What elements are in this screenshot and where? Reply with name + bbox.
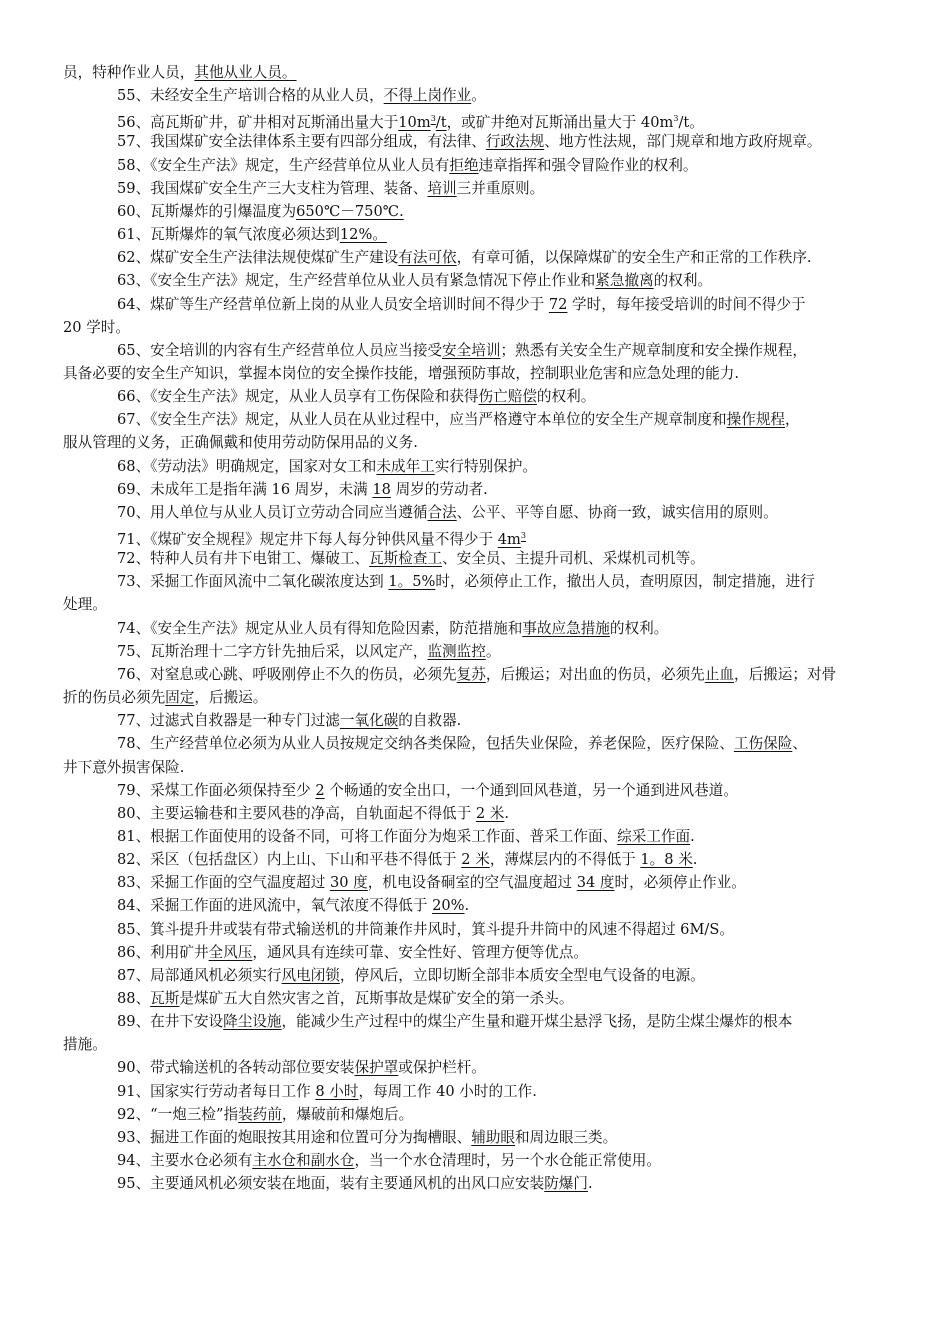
text-line <box>0 1150 950 1172</box>
text-line <box>0 178 950 200</box>
text-line <box>0 1011 950 1033</box>
underlined-answer: 3 <box>520 531 526 540</box>
underlined-answer: 止血 <box>704 665 734 683</box>
underlined-answer: /t <box>435 114 447 132</box>
text-segment: 79、采煤工作面必须保持至少 <box>117 781 316 799</box>
text-segment: 学时，每年接受培训的时间不得少于 <box>567 295 806 313</box>
text-line <box>0 942 950 964</box>
text-segment: 折的伤员必须先 <box>63 689 166 707</box>
text-segment: 87、局部通风机必须实行 <box>117 966 282 984</box>
text-line <box>0 363 950 385</box>
underlined-answer: 工伤保险 <box>733 735 793 753</box>
underlined-answer: 伤亡赔偿 <box>478 388 537 406</box>
text-line <box>0 664 950 686</box>
text-segment: 的权利。 <box>536 388 596 406</box>
text-segment: 88、 <box>117 990 151 1007</box>
text-segment: 73、采掘工作面风流中二氧化碳浓度达到 <box>117 573 389 591</box>
underlined-answer: 辅助眼 <box>471 1128 516 1146</box>
underlined-answer: 事故应急措施 <box>522 619 610 637</box>
text-segment: /t。 <box>678 114 704 132</box>
text-line <box>0 224 950 246</box>
underlined-answer: 装药前 <box>238 1105 282 1123</box>
text-segment: 71、《煤矿安全规程》规定井下每人每分钟供风量不得少于 <box>117 531 498 548</box>
text-line <box>0 456 950 478</box>
text-line <box>0 988 950 1010</box>
underlined-answer: 8 小时 <box>315 1082 359 1100</box>
underlined-answer: 拒绝 <box>449 156 479 174</box>
underlined-answer: 风电闭锁 <box>281 966 340 984</box>
text-segment: 81、根据工作面使用的设备不同，可将工作面分为炮采工作面、普采工作面、 <box>117 827 618 845</box>
text-segment: 。 <box>471 87 486 105</box>
text-line <box>0 571 950 593</box>
underlined-answer: 1。5% <box>388 573 436 591</box>
text-line <box>0 687 950 709</box>
text-segment: 75、瓦斯治理十二字方针先抽后采，以风定产， <box>117 642 428 660</box>
underlined-answer: 12%。 <box>339 226 387 244</box>
underlined-answer: 综采工作面 <box>617 827 691 845</box>
text-segment: . <box>504 804 510 822</box>
text-line <box>0 826 950 848</box>
underlined-answer: 72 <box>548 295 568 313</box>
underlined-answer: 30 度 <box>329 874 368 892</box>
text-segment: 76、对窒息或心跳、呼吸刚停止不久的伤员，必须先 <box>117 665 457 683</box>
text-line <box>0 270 950 292</box>
underlined-answer: 全风压 <box>208 943 253 961</box>
text-segment: ，有章可循，以保障煤矿的安全生产和正常的工作秩序. <box>456 249 812 267</box>
text-segment: 、安全员、主提升司机、采煤机司机等。 <box>442 550 705 568</box>
text-segment: 72、特种人员有井下电钳工、爆破工、 <box>117 550 370 568</box>
underlined-answer: 瓦斯 <box>150 990 180 1007</box>
text-segment: ，后搬运；对骨 <box>733 665 837 683</box>
text-segment: 62、煤矿安全生产法律法规使煤矿生产建设 <box>117 249 399 267</box>
underlined-answer: 操作规程 <box>726 411 786 429</box>
underlined-answer: 行政法规 <box>485 133 545 151</box>
text-line <box>0 432 950 454</box>
text-segment: 的自救器. <box>398 712 462 730</box>
underlined-answer: 固定 <box>165 689 195 707</box>
text-segment: 20 学时。 <box>63 318 130 336</box>
underlined-answer: 保护罩 <box>354 1059 399 1077</box>
text-segment: ；熟悉有关安全生产规章制度和安全操作规程， <box>500 341 807 359</box>
text-segment: 65、安全培训的内容有生产经营单位人员应当接受 <box>117 341 443 359</box>
underlined-answer: 10m <box>398 114 431 132</box>
text-line <box>0 641 950 663</box>
text-segment: . <box>692 851 698 869</box>
text-segment: 三并重原则。 <box>456 179 545 197</box>
text-segment: ，停风后，立即切断全部非本质安全型电气设备的电源。 <box>339 966 705 984</box>
text-segment: . <box>464 897 470 915</box>
underlined-answer: 3 <box>430 114 436 124</box>
text-segment: ，薄煤层内的不得低于 <box>489 851 641 869</box>
text-segment: ，后搬运；对出血的伤员，必须先 <box>485 665 705 683</box>
text-segment: 86、利用矿井 <box>117 943 209 961</box>
text-segment: 91、国家实行劳动者每日工作 <box>117 1082 316 1100</box>
text-line <box>0 919 950 941</box>
text-segment: 85、箕斗提升井或装有带式输送机的井筒兼作井风时，箕斗提升井筒中的风速不得超过 6M/S。 <box>117 920 734 938</box>
text-segment: 60、瓦斯爆炸的引爆温度为 <box>117 202 297 220</box>
text-line <box>0 1081 950 1103</box>
text-segment: 或保护栏杆。 <box>398 1059 486 1077</box>
text-segment: 井下意外损害保险. <box>63 758 185 776</box>
underlined-answer: 安全培训 <box>442 341 501 359</box>
text-segment: 95、主要通风机必须安装在地面，装有主要通风机的出风口应安装 <box>117 1175 545 1193</box>
text-segment: 66、《安全生产法》规定，从业人员享有工伤保险和获得 <box>117 388 479 406</box>
underlined-answer: 20% <box>432 897 465 915</box>
underlined-answer: 650℃－750℃. <box>296 202 404 220</box>
text-segment: ，爆破前和爆炮后。 <box>281 1105 414 1123</box>
text-line <box>0 1127 950 1149</box>
text-segment: 时，必须停止作业。 <box>614 874 746 892</box>
text-segment: 服从管理的义务，正确佩戴和使用劳动防保用品的义务. <box>63 434 418 452</box>
text-line <box>0 409 950 431</box>
text-segment: 、公平、平等自愿、协商一致，诚实信用的原则。 <box>456 503 778 521</box>
text-segment: 周岁的劳动者. <box>390 480 488 498</box>
underlined-answer: 34 度 <box>576 874 615 892</box>
text-line <box>0 757 950 779</box>
text-segment: 57、我国煤矿安全法律体系主要有四部分组成，有法律、 <box>117 133 486 151</box>
text-line <box>0 733 950 755</box>
text-segment: 措施。 <box>63 1036 107 1054</box>
text-segment: 实行特别保护。 <box>434 457 537 475</box>
text-segment: 69、未成年工是指年满 16 周岁，未满 <box>117 480 373 498</box>
text-line <box>0 965 950 987</box>
text-segment: 员，特种作业人员， <box>63 64 195 81</box>
text-line <box>0 502 950 524</box>
text-segment: 78、生产经营单位必须为从业人员按规定交纳各类保险，包括失业保险，养老保险，医疗保险、 <box>117 735 734 753</box>
underlined-answer: 降尘设施 <box>223 1013 282 1031</box>
text-line <box>0 62 950 84</box>
text-line <box>0 386 950 408</box>
text-segment: 93、掘进工作面的炮眼按其用途和位置可分为掏槽眼、 <box>117 1128 472 1146</box>
text-segment: . <box>690 827 695 845</box>
underlined-answer: 2 <box>315 781 325 799</box>
underlined-answer: 复苏 <box>456 665 486 683</box>
text-line <box>0 849 950 871</box>
text-segment: 61、瓦斯爆炸的氧气浓度必须达到 <box>117 226 340 244</box>
text-line <box>0 803 950 825</box>
text-segment: ，后搬运。 <box>194 689 268 707</box>
text-segment: 59、我国煤矿安全生产三大支柱为管理、装备、 <box>117 179 428 197</box>
text-line <box>0 479 950 501</box>
text-segment: 90、带式输送机的各转动部位要安装 <box>117 1059 355 1077</box>
text-segment: 92、“一炮三检”指 <box>117 1105 239 1123</box>
text-line <box>0 872 950 894</box>
text-line <box>0 294 950 316</box>
underlined-answer: 2 米 <box>475 804 505 822</box>
text-segment: 56、高瓦斯矿井，矿井相对瓦斯涌出量大于 <box>117 114 399 132</box>
underlined-answer: 未成年工 <box>376 457 435 475</box>
underlined-answer: 4m <box>497 531 521 548</box>
underlined-answer: 瓦斯检查工 <box>369 550 443 568</box>
underlined-answer: 一氧化碳 <box>339 712 399 730</box>
text-line <box>0 340 950 362</box>
text-line <box>0 155 950 177</box>
text-segment: 3 <box>673 114 679 124</box>
text-line <box>0 895 950 917</box>
underlined-answer: 不得上岗作业 <box>383 87 472 105</box>
underlined-answer: 监测监控 <box>427 642 486 660</box>
text-segment: 68、《劳动法》明确规定，国家对女工和 <box>117 457 377 475</box>
text-segment: ， <box>785 411 800 429</box>
underlined-answer: 防爆门 <box>544 1175 588 1193</box>
text-segment: 处理。 <box>63 596 107 614</box>
text-segment: 违章指挥和强令冒险作业的权利。 <box>478 156 698 174</box>
underlined-answer: 18 <box>372 480 391 498</box>
text-segment: 55、未经安全生产培训合格的从业人员， <box>117 87 384 105</box>
text-line <box>0 131 950 153</box>
text-line <box>0 1173 950 1195</box>
text-segment: 时，必须停止工作，撤出人员，查明原因，制定措施，进行 <box>435 573 815 591</box>
underlined-answer: 培训 <box>427 179 457 197</box>
text-segment: ，机电设备硐室的空气温度超过 <box>367 874 577 892</box>
text-line <box>0 618 950 640</box>
text-line <box>0 317 950 339</box>
text-segment: ，当一个水仓清理时，另一个水仓能正常使用。 <box>354 1152 661 1170</box>
underlined-answer: 合法 <box>427 503 457 521</box>
underlined-answer: 主水仓和副水仓 <box>252 1152 355 1170</box>
text-segment: 的权利。 <box>653 272 713 290</box>
text-segment: 的权利。 <box>609 619 669 637</box>
text-segment: 是煤矿五大自然灾害之首，瓦斯事故是煤矿安全的第一杀头。 <box>179 990 574 1007</box>
text-segment: 64、煤矿等生产经营单位新上岗的从业人员安全培训时间不得少于 <box>117 295 549 313</box>
text-segment: 和周边眼三类。 <box>515 1128 618 1146</box>
text-segment: 58、《安全生产法》规定，生产经营单位从业人员有 <box>117 156 450 174</box>
text-segment: 82、采区（包括盘区）内上山、下山和平巷不得低于 <box>117 851 462 869</box>
text-segment: 具备必要的安全生产知识，掌握本岗位的安全操作技能，增强预防事故，控制职业危害和应急处理的能力. <box>63 364 739 382</box>
text-segment: 83、采掘工作面的空气温度超过 <box>117 874 330 892</box>
underlined-answer: 有法可依 <box>398 249 457 267</box>
text-line <box>0 201 950 223</box>
text-segment: 67、《安全生产法》规定，从业人员在从业过程中，应当严格遵守本单位的安全生产规章制度和 <box>117 411 727 429</box>
underlined-answer: 紧急撤离 <box>595 272 654 290</box>
text-segment: 89、在井下安设 <box>117 1013 224 1031</box>
underlined-answer: 其他从业人员。 <box>194 64 297 81</box>
text-line <box>0 525 950 547</box>
text-segment: ，每周工作 40 小时的工作. <box>358 1082 537 1100</box>
text-segment: 84、采掘工作面的进风流中，氧气浓度不得低于 <box>117 897 433 915</box>
text-line <box>0 710 950 732</box>
text-line <box>0 1034 950 1056</box>
text-segment: 80、主要运输巷和主要风巷的净高，自轨面起不得低于 <box>117 804 476 822</box>
text-segment: 、地方性法规，部门规章和地方政府规章。 <box>544 133 822 151</box>
text-segment: 63、《安全生产法》规定，生产经营单位从业人员有紧急情况下停止作业和 <box>117 272 596 290</box>
underlined-answer: 2 米 <box>461 851 490 869</box>
text-line <box>0 108 950 130</box>
text-line <box>0 594 950 616</box>
text-segment: 。 <box>485 642 501 660</box>
text-line <box>0 1057 950 1079</box>
text-line <box>0 548 950 570</box>
text-segment: 、 <box>792 735 807 753</box>
text-segment: 77、过滤式自救器是一种专门过滤 <box>117 712 340 730</box>
text-segment: 个畅通的安全出口，一个通到回风巷道，另一个通到进风巷道。 <box>324 781 738 799</box>
text-segment: 74、《安全生产法》规定从业人员有得知危险因素，防范措施和 <box>117 619 523 637</box>
text-segment: 70、用人单位与从业人员订立劳动合同应当遵循 <box>117 503 428 521</box>
text-segment: 94、主要水仓必须有 <box>117 1152 253 1170</box>
text-segment: ，通风具有连续可靠、安全性好、管理方便等优点。 <box>252 943 589 961</box>
text-line <box>0 247 950 269</box>
text-line <box>0 85 950 107</box>
text-line <box>0 1104 950 1126</box>
underlined-answer: 1。8 米 <box>640 851 693 869</box>
text-segment: ，能减少生产过程中的煤尘产生量和避开煤尘悬浮飞扬，是防尘煤尘爆炸的根本 <box>281 1013 793 1031</box>
text-segment: . <box>588 1175 593 1193</box>
text-segment: ，或矿井绝对瓦斯涌出量大于 40m <box>446 114 674 132</box>
text-line <box>0 780 950 802</box>
